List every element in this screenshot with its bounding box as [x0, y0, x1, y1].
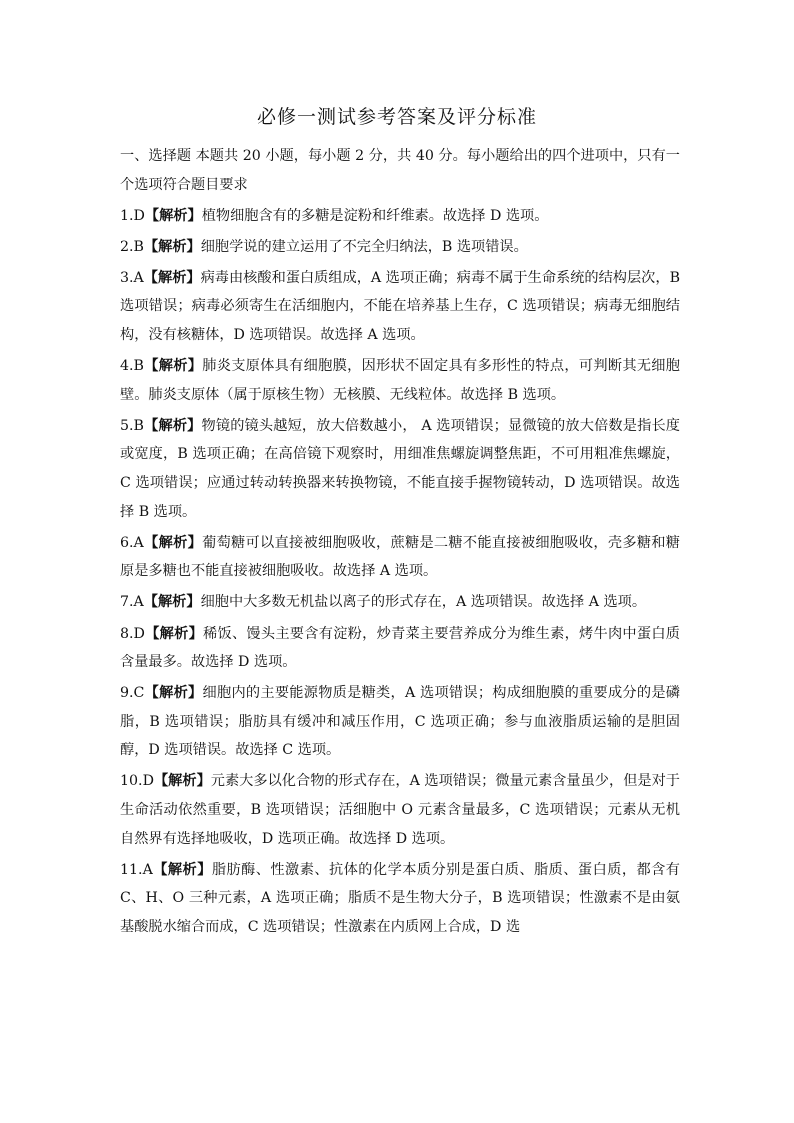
- analysis-text: 病毒由核酸和蛋白质组成，A 选项正确；病毒不属于生命系统的结构层次，B 选项错误；病毒必须寄生在活细胞内，不能在培养基上生存，C 选项错误；病毒无细胞结构，没有核糖体，D 选项错误。故选择 A 选项。: [120, 269, 680, 344]
- answer-item-11: [120, 856, 680, 942]
- answer-item-9: [120, 679, 680, 765]
- analysis-text: 稀饭、馒头主要含有淀粉，炒青菜主要营养成分为维生素，烤牛肉中蛋白质含量最多。故选择 D 选项。: [120, 625, 680, 671]
- answer-item-4: [120, 352, 680, 409]
- analysis-tag: 【解析】: [144, 625, 204, 642]
- analysis-text: 物镜的镜头越短，放大倍数越小， A 选项错误；显微镜的放大倍数是指长度或宽度，B 选项正确；在高倍镜下观察时，用细准焦螺旋调整焦距，不可用粗准焦螺旋，C 选项错误；应通过转动转换器来转换物镜，不能直接手握物镜转动，D 选项错误。故选择 B 选项。: [120, 417, 680, 520]
- analysis-tag: 【解析】: [143, 417, 202, 434]
- answer-content: [120, 142, 680, 944]
- analysis-tag: 【解析】: [143, 594, 201, 611]
- answer-item-6: [120, 529, 680, 586]
- answer-number: 11.A: [120, 861, 153, 878]
- analysis-tag: 【解析】: [143, 269, 201, 286]
- answer-item-3: [120, 264, 680, 350]
- analysis-text: 葡萄糖可以直接被细胞吸收，蔗糖是二糖不能直接被细胞吸收，壳多糖和糖原是多糖也不能直接被细胞吸收。故选择 A 选项。: [120, 534, 680, 580]
- analysis-tag: 【解析】: [153, 773, 211, 790]
- analysis-text: 植物细胞含有的多糖是淀粉和纤维素。故选择 D 选项。: [201, 207, 549, 224]
- answer-item-5: [120, 412, 680, 526]
- section-heading: 一、选择题 本题共 20 小题，每小题 2 分，共 40 分。每小题给出的四个进项中，只有一个选项符合题目要求: [120, 148, 680, 193]
- analysis-text: 细胞学说的建立运用了不完全归纳法，B 选项错误。: [200, 238, 528, 255]
- answer-item-7: [120, 588, 680, 617]
- analysis-tag: 【解析】: [144, 685, 203, 702]
- answer-number: 1.D: [120, 207, 145, 224]
- analysis-text: 脂肪酶、性激素、抗体的化学本质分别是蛋白质、脂质、蛋白质，都含有 C、H、O 三种元素，A 选项正确；脂质不是生物大分子，B 选项错误；性激素不是由氨基酸脱水缩合而成，C 选项错误；性激素在内质网上合成，D 选: [120, 861, 680, 935]
- analysis-tag: 【解析】: [143, 358, 203, 375]
- answer-item-2: [120, 233, 680, 262]
- answer-number: 4.B: [120, 358, 144, 375]
- analysis-tag: 【解析】: [144, 207, 202, 224]
- answer-item-1: [120, 202, 680, 231]
- analysis-tag: 【解析】: [143, 238, 201, 255]
- answer-number: 8.D: [120, 625, 145, 642]
- analysis-text: 细胞中大多数无机盐以离子的形式存在，A 选项错误。故选择 A 选项。: [200, 594, 647, 611]
- page-title: 必修一测试参考答案及评分标准: [256, 106, 537, 128]
- answer-item-8: [120, 620, 680, 677]
- answer-number: 6.A: [120, 534, 144, 551]
- answer-number: 7.A: [120, 594, 144, 611]
- answer-number: 9.C: [120, 685, 145, 702]
- answer-number: 5.B: [120, 417, 144, 434]
- analysis-tag: 【解析】: [143, 534, 203, 551]
- answer-number: 2.B: [120, 238, 144, 255]
- analysis-text: 肺炎支原体具有细胞膜，因形状不固定具有多形性的特点，可判断其无细胞壁。肺炎支原体（属于原核生物）无核膜、无线粒体。故选择 B 选项。: [120, 358, 680, 403]
- answer-number: 10.D: [120, 773, 154, 790]
- analysis-text: 细胞内的主要能源物质是糖类，A 选项错误；构成细胞膜的重要成分的是磷脂，B 选项错误；脂肪具有缓冲和减压作用，C 选项正确；参与血液脂质运输的是胆固醇，D 选项错误。故选择 C 选项。: [120, 685, 680, 759]
- answer-number: 3.A: [120, 269, 144, 286]
- analysis-text: 元素大多以化合物的形式存在，A 选项错误；微量元素含量虽少，但是对于生命活动依然重要，B 选项错误；活细胞中 O 元素含量最多，C 选项错误；元素从无机自然界有选择地吸收，D 选项正确。故选择 D 选项。: [120, 773, 680, 847]
- analysis-tag: 【解析】: [152, 861, 212, 878]
- answer-item-10: [120, 767, 680, 853]
